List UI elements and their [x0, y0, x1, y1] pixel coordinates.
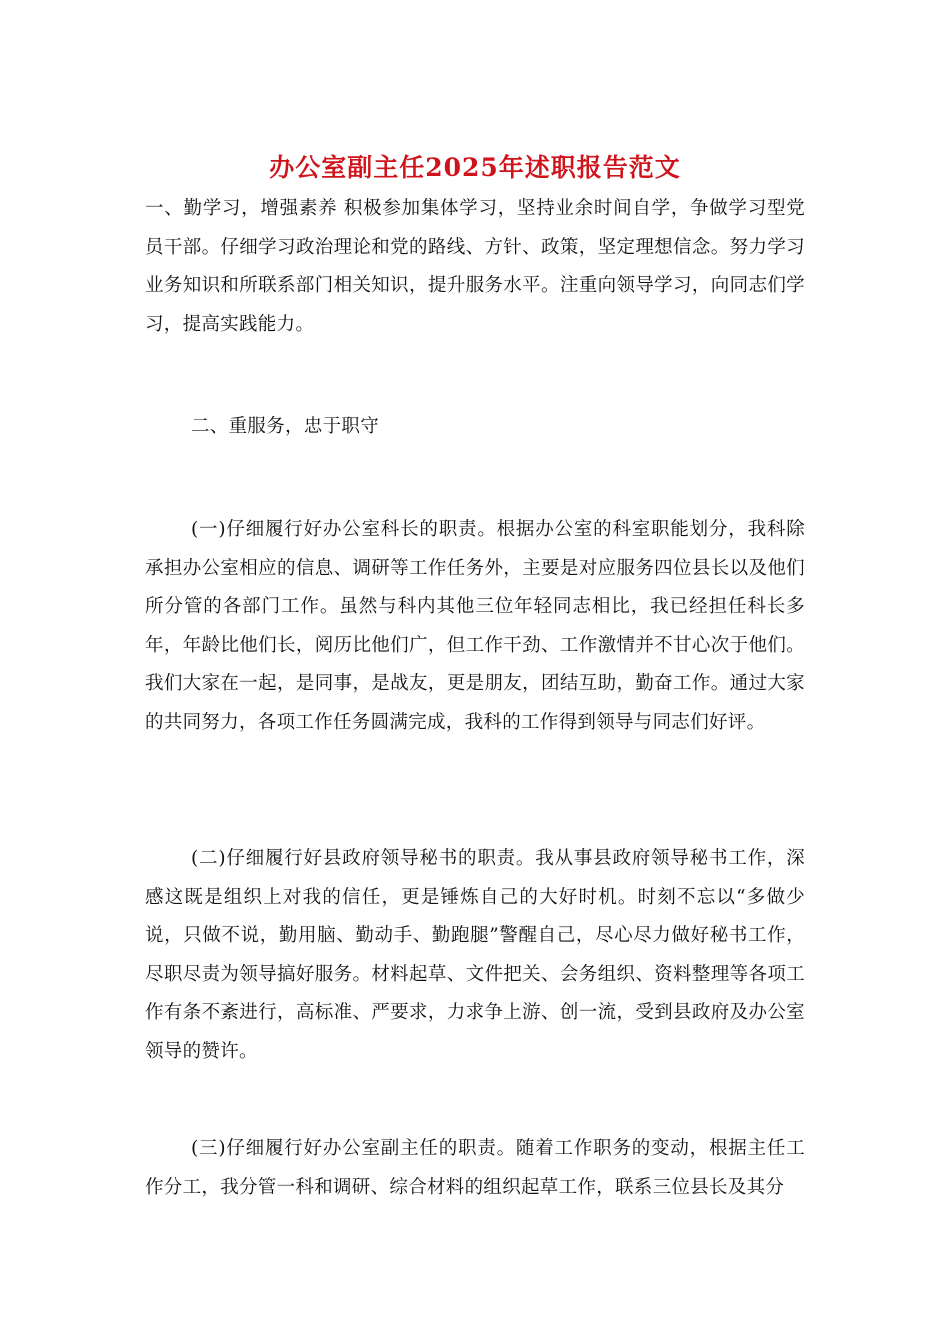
section-heading-service: 二、重服务，忠于职守 — [191, 416, 380, 437]
paragraph-section-chief-duty: (一)仔细履行好办公室科长的职责。根据办公室的科室职能划分，我科除承担办公室相应的信息、调研等工作任务外，主要是对应服务四位县长以及他们所分管的各部门工作。虽然与科内其他三位年轻同志相比，我已经担任科长多年，年龄比他们长，阅历比他们广，但工作干劲、工作激情并不甘心次于他们。我们大家在一起，是同事，是战友，更是朋友，团结互助，勤奋工作。通过大家的共同努力，各项工作任务圆满完成，我科的工作得到领导与同志们好评。 — [145, 519, 805, 733]
paragraph-deputy-director-duty: (三)仔细履行好办公室副主任的职责。随着工作职务的变动，根据主任工作分工，我分管一科和调研、综合材料的组织起草工作，联系三位县长及其分 — [145, 1138, 805, 1198]
paragraph-secretary-duty: (二)仔细履行好县政府领导秘书的职责。我从事县政府领导秘书工作，深感这既是组织上对我的信任，更是锤炼自己的大好时机。时刻不忘以“多做少说，只做不说，勤用脑、勤动手、勤跑腿”警醒自己，尽心尽力做好秘书工作，尽职尽责为领导搞好服务。材料起草、文件把关、会务组织、资料整理等各项工作有条不紊进行，高标准、严要求，力求争上游、创一流，受到县政府及办公室领导的赞许。 — [145, 848, 805, 1062]
document-title: 办公室副主任2025年述职报告范文 — [269, 153, 681, 182]
paragraph-study: 一、勤学习，增强素养 积极参加集体学习，坚持业余时间自学，争做学习型党员干部。仔细学习政治理论和党的路线、方针、政策，坚定理想信念。努力学习业务知识和所联系部门相关知识，提升服务水平。注重向领导学习，向同志们学习，提高实践能力。 — [145, 198, 805, 335]
